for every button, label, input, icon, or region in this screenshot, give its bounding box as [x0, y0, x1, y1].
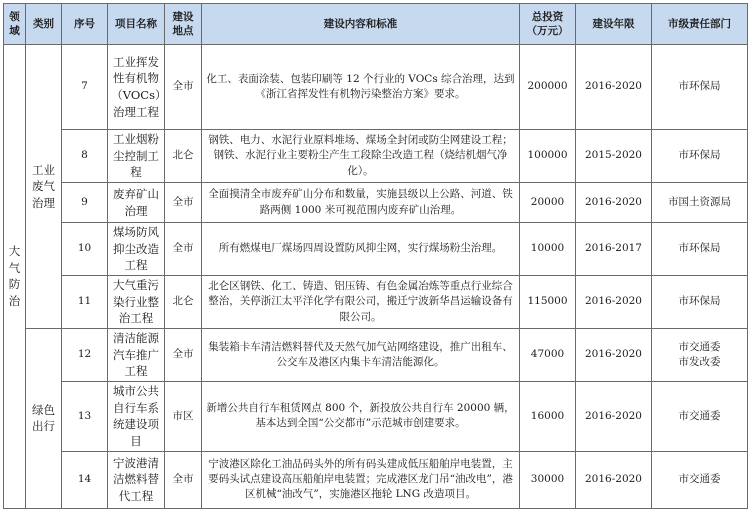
- row-department-1: 市环保局: [678, 80, 721, 93]
- header-period: 建设年限: [576, 4, 652, 45]
- row-department: [652, 451, 748, 508]
- table-row: [4, 45, 748, 130]
- row-period: 2016-2017: [576, 223, 652, 276]
- row-location: 全市: [165, 329, 202, 382]
- project-table: [3, 3, 748, 509]
- row-no: 10: [62, 223, 108, 276]
- row-investment: 10000: [520, 223, 576, 276]
- row-department-1: 市环保局: [678, 242, 721, 255]
- row-no: 9: [62, 183, 108, 223]
- row-period: 2016-2020: [576, 183, 652, 223]
- row-investment: 16000: [520, 382, 576, 452]
- row-investment: 20000: [520, 183, 576, 223]
- header-category: 类别: [26, 4, 62, 45]
- category-cell: 绿色出行: [26, 329, 62, 509]
- row-location: 全市: [165, 45, 202, 130]
- row-location: 全市: [165, 183, 202, 223]
- header-content: 建设内容和标准: [202, 4, 520, 45]
- row-department-1: 市交通委: [678, 409, 721, 422]
- row-department: [652, 130, 748, 183]
- header-department: 市级责任部门: [652, 4, 748, 45]
- row-period: 2016-2020: [576, 451, 652, 508]
- row-investment: 100000: [520, 130, 576, 183]
- row-no: 14: [62, 451, 108, 508]
- row-department: [652, 183, 748, 223]
- row-content: 全面摸清全市废弃矿山分布和数量，实施县级以上公路、河道、铁路两侧 1000 米可视范围内废弃矿山治理。: [202, 183, 520, 223]
- row-department-1: 市环保局: [678, 149, 721, 162]
- row-department: [652, 276, 748, 329]
- row-department-1: 市交通委: [678, 340, 721, 353]
- row-no: 8: [62, 130, 108, 183]
- row-location: 全市: [165, 451, 202, 508]
- table-row: [4, 183, 748, 223]
- row-department: [652, 329, 748, 382]
- row-no: 13: [62, 382, 108, 452]
- row-location: 北仑: [165, 130, 202, 183]
- row-period: 2016-2020: [576, 329, 652, 382]
- row-content: 集装箱卡车清洁燃料替代及天然气加气站网络建设，推广出租车、公交车及港区内集卡车清洁能源化。: [202, 329, 520, 382]
- category-cell: 工业废气治理: [26, 45, 62, 329]
- row-content: 钢铁、电力、水泥行业原料堆场、煤场全封闭或防尘网建设工程；钢铁、水泥行业主要粉尘产生工段除尘改造工程（烧结机烟气净化）。: [202, 130, 520, 183]
- header-field: 领域: [4, 4, 26, 45]
- row-location: 市区: [165, 382, 202, 452]
- row-period: 2015-2020: [576, 130, 652, 183]
- row-name: 城市公共自行车系统建设项目: [108, 382, 165, 452]
- row-department: [652, 382, 748, 452]
- row-name: 大气重污染行业整治工程: [108, 276, 165, 329]
- table-row: [4, 276, 748, 329]
- row-investment: 47000: [520, 329, 576, 382]
- row-investment: 30000: [520, 451, 576, 508]
- row-name: 清洁能源汽车推广工程: [108, 329, 165, 382]
- header-location: 建设地点: [165, 4, 202, 45]
- row-content: 化工、表面涂装、包装印刷等 12 个行业的 VOCs 综合治理，达到《浙江省挥发性有机物污染整治方案》要求。: [202, 45, 520, 130]
- row-name: 煤场防风抑尘改造工程: [108, 223, 165, 276]
- row-period: 2016-2020: [576, 45, 652, 130]
- row-period: 2016-2020: [576, 382, 652, 452]
- row-content: 所有燃煤电厂煤场四周设置防风抑尘网，实行煤场粉尘治理。: [202, 223, 520, 276]
- row-department-1: 市国土资源局: [668, 195, 731, 208]
- row-no: 12: [62, 329, 108, 382]
- field-cell: 大气防治: [4, 45, 26, 509]
- row-no: 7: [62, 45, 108, 130]
- row-name: 废弃矿山治理: [108, 183, 165, 223]
- row-department-1: 市环保局: [678, 295, 721, 308]
- row-no: 11: [62, 276, 108, 329]
- row-department-2: 市发改委: [678, 356, 721, 369]
- table-row: [4, 382, 748, 452]
- row-location: 全市: [165, 223, 202, 276]
- header-row: [4, 4, 748, 45]
- row-name: 工业烟粉尘控制工程: [108, 130, 165, 183]
- header-investment: 总投资（万元）: [520, 4, 576, 45]
- table-row: [4, 130, 748, 183]
- header-no: 序号: [62, 4, 108, 45]
- row-department: [652, 223, 748, 276]
- row-name: 工业挥发性有机物（VOCs）治理工程: [108, 45, 165, 130]
- header-name: 项目名称: [108, 4, 165, 45]
- table-row: [4, 329, 748, 382]
- row-content: 新增公共自行车租赁网点 800 个，新投放公共自行车 20000 辆，基本达到全国“公交都市”示范城市创建要求。: [202, 382, 520, 452]
- row-investment: 200000: [520, 45, 576, 130]
- row-content: 宁波港区除化工油品码头外的所有码头建成低压船舶岸电装置，主要码头试点建设高压船舶岸电装置；完成港区龙门吊“油改电”，港区机械“油改气”，实施港区拖轮 LNG 改造项目。: [202, 451, 520, 508]
- table-row: [4, 223, 748, 276]
- row-name: 宁波港清洁燃料替代工程: [108, 451, 165, 508]
- row-department: [652, 45, 748, 130]
- table-row: [4, 451, 748, 508]
- row-period: 2016-2020: [576, 276, 652, 329]
- row-investment: 115000: [520, 276, 576, 329]
- row-content: 北仑区钢铁、化工、铸造、铝压铸、有色金属冶炼等重点行业综合整治，关停浙江太平洋化学有限公司，搬迁宁波新华昌运输设备有限公司。: [202, 276, 520, 329]
- row-department-1: 市交通委: [678, 473, 721, 486]
- row-location: 北仑: [165, 276, 202, 329]
